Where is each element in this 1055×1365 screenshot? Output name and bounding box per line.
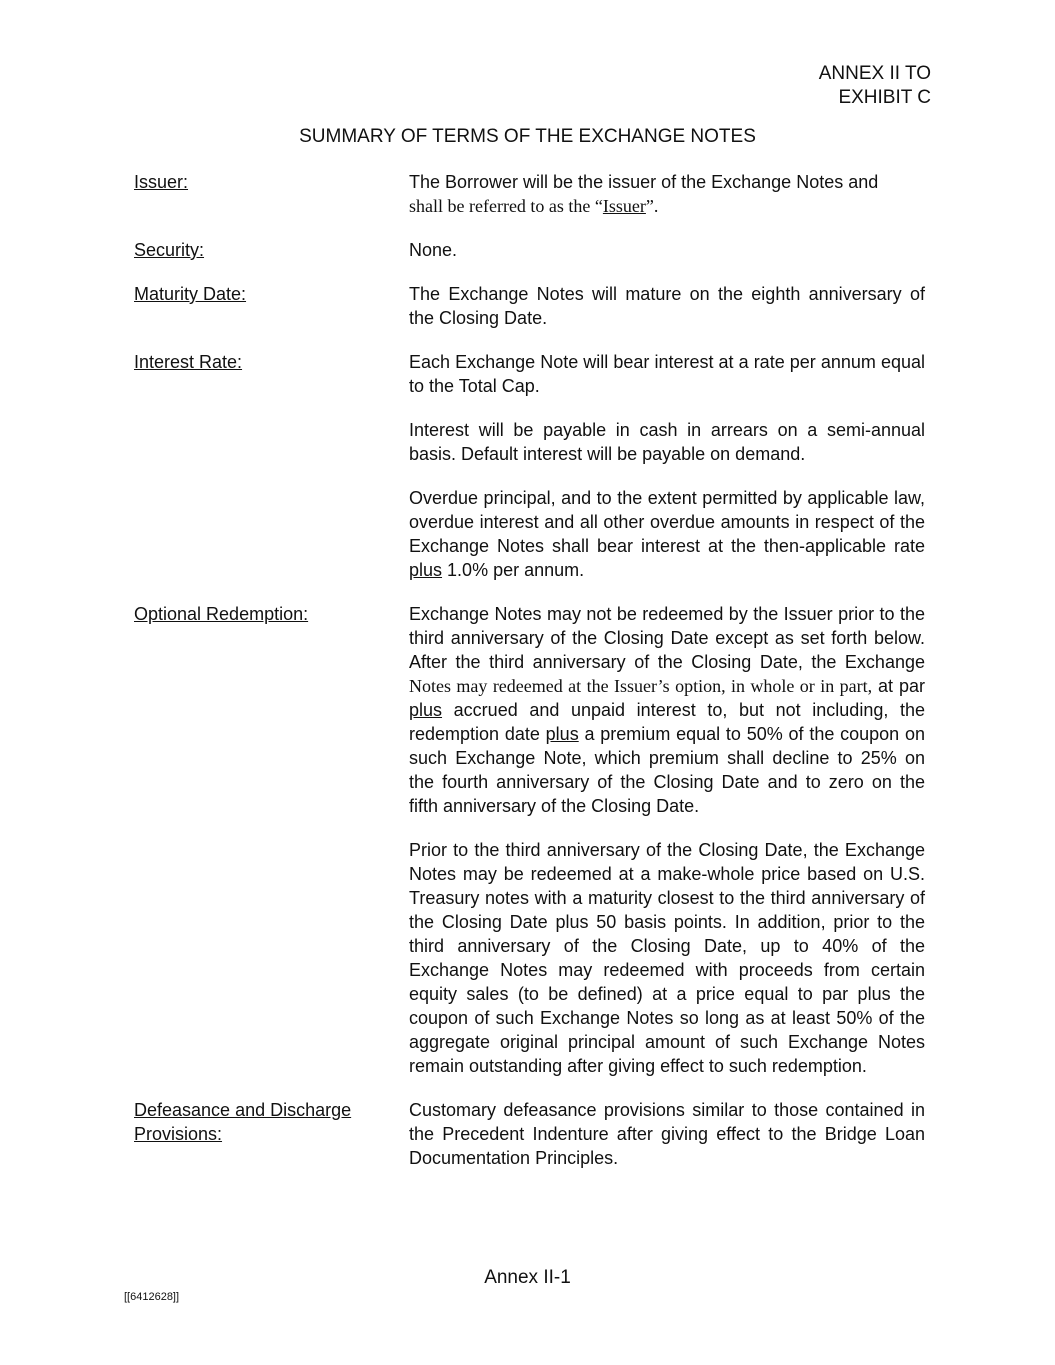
issuer-line1: The Borrower will be the issuer of the Exchange Notes and [409, 172, 879, 192]
terms-table [134, 170, 925, 1190]
term-body-issuer [409, 170, 925, 218]
optional-redemption-p1-e: a premium equal to 50% of the coupon on such Exchange Note, which premium shall decline to 25% on the fourth anniversary of the Closing Date and to zero on the fifth anniversary of the Closing Date. [409, 724, 925, 816]
interest-rate-plus: plus [409, 560, 443, 580]
annex-header-line2: EXHIBIT C [838, 87, 931, 108]
document-title: SUMMARY OF TERMS OF THE EXCHANGE NOTES [299, 126, 756, 147]
defeasance-label-line2: Provisions: [134, 1124, 223, 1144]
term-row-interest-rate [134, 350, 925, 582]
interest-rate-paragraph-2: Interest will be payable in cash in arrears on a semi-annual basis. Default interest will be payable on demand. [409, 420, 925, 464]
optional-redemption-p1-c: at par [878, 676, 925, 696]
issuer-defined-term: Issuer [602, 196, 646, 216]
term-row-defeasance [134, 1098, 925, 1170]
document-id: [[6412628]] [124, 1291, 180, 1303]
annex-header-line1: ANNEX II TO [818, 63, 931, 84]
term-body-security [409, 238, 925, 262]
term-label-optional-redemption: Optional Redemption: [134, 604, 309, 624]
optional-redemption-plus-2: plus [545, 724, 579, 744]
term-label-maturity-date: Maturity Date: [134, 284, 247, 304]
optional-redemption-plus-1: plus [409, 700, 443, 720]
defeasance-label-line1: Defeasance and Discharge [134, 1100, 352, 1120]
term-label-issuer: Issuer: [134, 172, 189, 192]
interest-rate-p3-text: Overdue principal, and to the extent permitted by applicable law, overdue interest and all other overdue amounts in respect of the Exchange Notes shall bear interest at the then-applicable rate [409, 488, 925, 556]
interest-rate-p3-end: 1.0% per annum. [447, 560, 585, 580]
optional-redemption-p1-a: Exchange Notes may not be redeemed by the Issuer prior to the third anniversary of the Closing Date except as set forth below. After the third anniversary of the Closing Date, the Exchange [409, 604, 925, 672]
term-label-security: Security: [134, 240, 205, 260]
optional-redemption-paragraph-1 [409, 602, 925, 818]
optional-redemption-paragraph-2: Prior to the third anniversary of the Closing Date, the Exchange Notes may be redeemed at a make-whole price based on U.S. Treasury notes with a maturity closest to the third anniversary of the Closing Date plus 50 basis points. In addition, prior to the third anniversary of the Closing Date, up to 40% of the Exchange Notes may redeemed with proceeds from certain equity sales (to be defined) at a price equal to par plus the coupon of such Exchange Notes so long as at least 50% of the aggregate original principal amount of such Exchange Notes remain outstanding after giving effect to such redemption. [409, 840, 925, 1076]
issuer-paragraph [409, 170, 925, 218]
term-body-optional-redemption [409, 602, 925, 1078]
security-paragraph: None. [409, 240, 458, 260]
maturity-date-paragraph: The Exchange Notes will mature on the eighth anniversary of the Closing Date. [409, 284, 925, 328]
interest-rate-paragraph-1: Each Exchange Note will bear interest at a rate per annum equal to the Total Cap. [409, 352, 925, 396]
issuer-line2-post: ”. [645, 196, 659, 216]
term-row-maturity-date [134, 282, 925, 330]
term-row-optional-redemption [134, 602, 925, 1078]
optional-redemption-p1-d: accrued and unpaid interest to, but not including, the redemption date [409, 700, 925, 744]
defeasance-paragraph: Customary defeasance provisions similar to those contained in the Precedent Indenture after giving effect to the Bridge Loan Documentation Principles. [409, 1100, 925, 1168]
optional-redemption-p1-b: Notes may redeemed at the Issuer’s option, in whole or in part, [409, 676, 873, 696]
term-body-defeasance [409, 1098, 925, 1170]
issuer-line2-pre: shall be referred to as the “ [409, 196, 603, 216]
term-row-security [134, 238, 925, 262]
term-label-interest-rate: Interest Rate: [134, 352, 243, 372]
interest-rate-paragraph-3 [409, 486, 925, 582]
term-body-maturity-date [409, 282, 925, 330]
annex-header [819, 62, 931, 110]
term-body-interest-rate [409, 350, 925, 582]
term-row-issuer [134, 170, 925, 218]
term-label-defeasance [134, 1098, 409, 1170]
page-number: Annex II-1 [484, 1267, 571, 1288]
